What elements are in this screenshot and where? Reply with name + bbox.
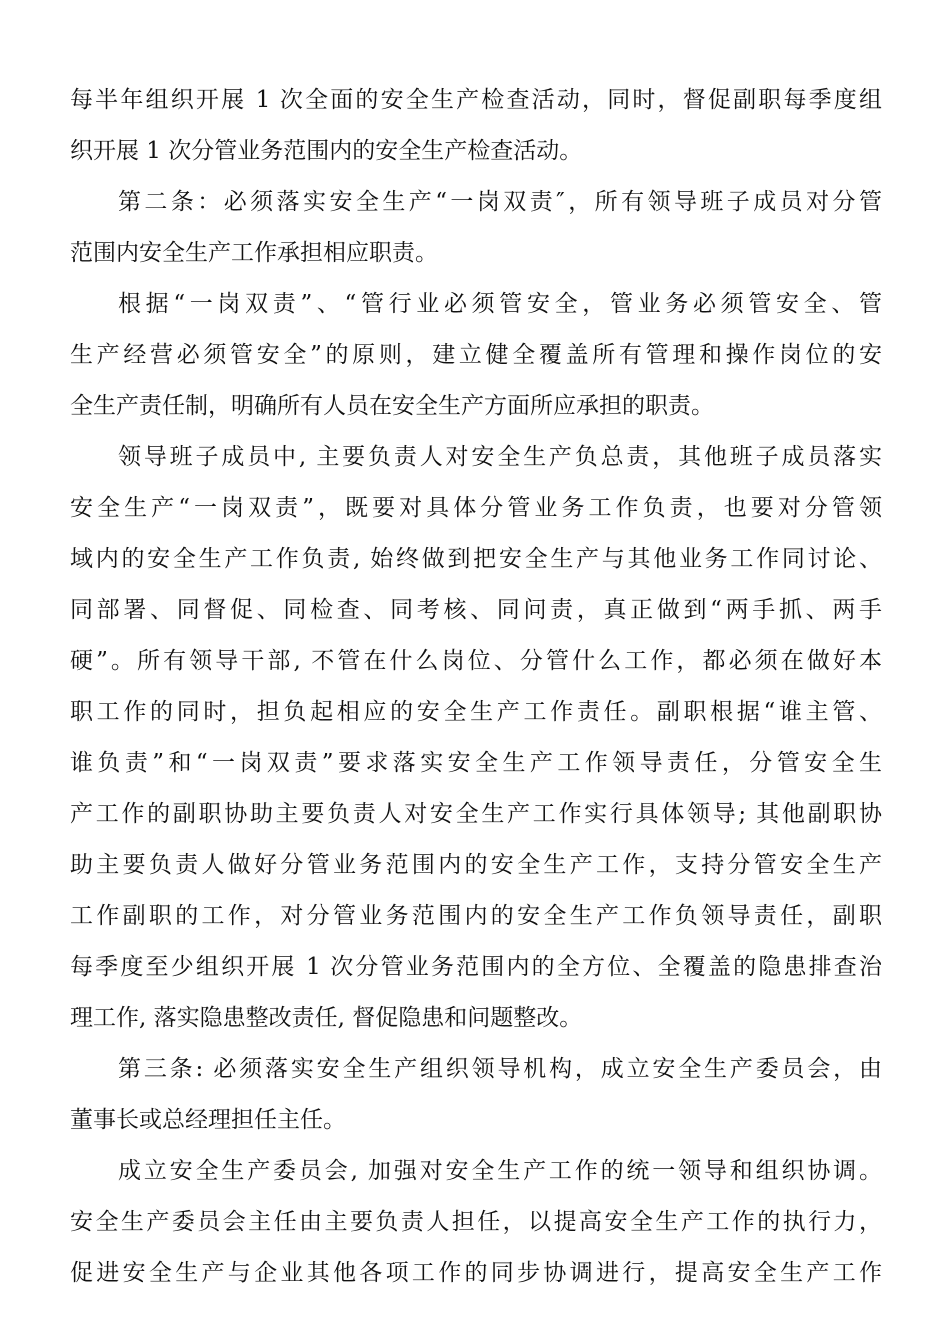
text-line: 安全生产委员会主任由主要负责人担任，以提高安全生产工作的执行力， — [70, 1209, 882, 1235]
article-heading-line: 第二条：必须落实安全生产“一岗双责″，所有领导班子成员对分管 — [118, 189, 882, 215]
text-line: 范围内安全生产工作承担相应职责。 — [70, 240, 438, 266]
text-line: 全生产责任制，明确所有人员在安全生产方面所应承担的职责。 — [70, 393, 714, 419]
text-line: 生产经营必须管安全”的原则，建立健全覆盖所有管理和操作岗位的安 — [70, 342, 882, 368]
text-line: 硬”。所有领导干部, 不管在什么岗位、分管什么工作，都必须在做好本 — [70, 648, 882, 674]
text-line: 织开展 1 次分管业务范围内的安全生产检查活动。 — [70, 138, 583, 164]
text-line: 根据“一岗双责”、“管行业必须管安全，管业务必须管安全、管 — [118, 291, 882, 317]
text-line: 安全生产“一岗双责”，既要对具体分管业务工作负责，也要对分管领 — [70, 495, 882, 521]
text-line: 职工作的同时，担负起相应的安全生产工作责任。副职根据“谁主管、 — [70, 699, 882, 725]
text-line: 促进安全生产与企业其他各项工作的同步协调进行，提高安全生产工作 — [70, 1260, 882, 1286]
text-line: 工作副职的工作，对分管业务范围内的安全生产工作负领导责任，副职 — [70, 903, 882, 929]
text-line: 每季度至少组织开展 1 次分管业务范围内的全方位、全覆盖的隐患排查治 — [70, 954, 882, 980]
text-line: 助主要负责人做好分管业务范围内的安全生产工作，支持分管安全生产 — [70, 852, 882, 878]
text-line: 董事长或总经理担任主任。 — [70, 1107, 346, 1133]
text-line: 成立安全生产委员会, 加强对安全生产工作的统一领导和组织协调。 — [118, 1158, 882, 1184]
text-line: 理工作, 落实隐患整改责任, 督促隐患和问题整改。 — [70, 1005, 583, 1031]
text-line: 产工作的副职协助主要负责人对安全生产工作实行具体领导; 其他副职协 — [70, 801, 882, 827]
article-heading-line: 第三条: 必须落实安全生产组织领导机构，成立安全生产委员会，由 — [118, 1056, 882, 1082]
text-line: 谁负责”和“一岗双责”要求落实安全生产工作领导责任，分管安全生 — [70, 750, 882, 776]
text-line: 领导班子成员中, 主要负责人对安全生产负总责，其他班子成员落实 — [118, 444, 882, 470]
text-line: 域内的安全生产工作负责, 始终做到把安全生产与其他业务工作同讨论、 — [70, 546, 882, 572]
text-line: 每半年组织开展 1 次全面的安全生产检查活动，同时，督促副职每季度组 — [70, 87, 882, 113]
text-line: 同部署、同督促、同检查、同考核、同问责，真正做到“两手抓、两手 — [70, 597, 882, 623]
